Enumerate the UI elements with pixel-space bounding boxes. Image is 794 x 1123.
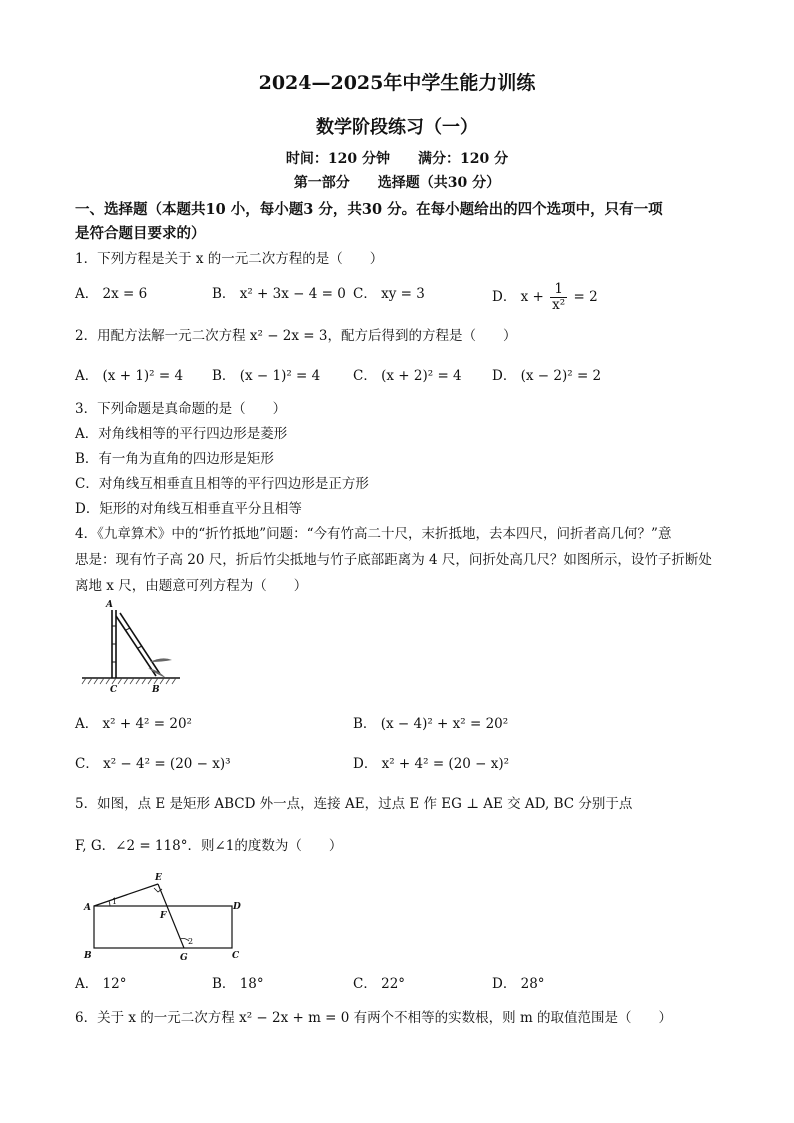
q6-stem: 6．关于 x 的一元二次方程 x² − 2x + m = 0 有两个不相等的实数根，则 m 的取值范围是（ ）: [75, 1010, 673, 1026]
q2-option-b: B． (x − 1)² = 4: [212, 368, 321, 384]
q5-line1: 5．如图，点 E 是矩形 ABCD 外一点，连接 AE，过点 E 作 EG ⊥ AE 交 AD, BC 分别于点: [75, 796, 633, 812]
q3-option-b: B．有一角为直角的四边形是矩形: [75, 451, 274, 467]
exam-subtitle: 数学阶段练习（一）: [316, 117, 478, 138]
q4-line3: 离地 x 尺，由题意可列方程为（ ）: [75, 578, 308, 594]
rect-label-a: A: [84, 903, 91, 913]
exam-meta: 时间：120 分钟 满分：120 分: [285, 151, 509, 167]
q4-option-c: C． x² − 4² = (20 − x)³: [75, 756, 231, 772]
q4-option-a: A． x² + 4² = 20²: [75, 716, 192, 732]
rectangle-figure: [80, 866, 250, 962]
q1-option-d-suffix: = 2: [573, 289, 598, 305]
angle-2-label: 2: [188, 937, 194, 946]
bamboo-figure: [80, 596, 190, 694]
q1-option-d: [492, 282, 598, 313]
segment-ae: [94, 884, 158, 906]
q2-option-a: A． (x + 1)² = 4: [75, 368, 184, 384]
rect-label-g: G: [180, 953, 188, 962]
part-heading: 第一部分 选择题（共30 分）: [293, 175, 501, 191]
q1-option-b: B． x² + 3x − 4 = 0: [212, 286, 346, 302]
q4-option-d: D． x² + 4² = (20 − x)²: [353, 756, 510, 772]
q3-option-a: A．对角线相等的平行四边形是菱形: [75, 426, 288, 442]
q1-fraction-denominator: x²: [552, 297, 566, 313]
q1-option-d-prefix: D． x +: [492, 289, 544, 305]
q4-option-b: B． (x − 4)² + x² = 20²: [353, 716, 509, 732]
bamboo-label-c: C: [110, 685, 118, 694]
ground-hatching: [82, 678, 176, 684]
rect-label-b: B: [84, 951, 92, 961]
q2-option-d: D． (x − 2)² = 2: [492, 368, 602, 384]
q1-fraction: [550, 282, 567, 313]
q1-fraction-numerator: 1: [550, 282, 567, 298]
bamboo-label-a: A: [106, 600, 113, 610]
q3-stem: 3．下列命题是真命题的是（ ）: [75, 401, 287, 417]
q5-option-b: B． 18°: [212, 976, 264, 992]
bamboo-broken-left: [116, 616, 156, 676]
q1-option-a: A． 2x = 6: [75, 286, 148, 302]
q2-option-c: C． (x + 2)² = 4: [353, 368, 462, 384]
exam-title: 2024—2025年中学生能力训练: [258, 72, 536, 94]
bamboo-leaf-1: [150, 658, 172, 662]
q2-stem: 2．用配方法解一元二次方程 x² − 2x = 3，配方后得到的方程是（ ）: [75, 328, 517, 344]
q1-stem: 1．下列方程是关于 x 的一元二次方程的是（ ）: [75, 251, 384, 267]
q4-line1: 4．《九章算术》中的“折竹抵地”问题：“今有竹高二十尺，末折抵地，去本四尺，问折者高几何？”意: [75, 526, 672, 542]
q1-option-c: C． xy = 3: [353, 286, 425, 302]
q3-option-d: D．矩形的对角线互相垂直平分且相等: [75, 501, 302, 517]
rect-label-f: F: [160, 911, 167, 921]
q5-option-a: A． 12°: [75, 976, 127, 992]
angle-1-label: 1: [112, 897, 118, 906]
bamboo-label-b: B: [152, 685, 160, 694]
section-heading-line1: 一、选择题（本题共10 小，每小题3 分，共30 分。在每小题给出的四个选项中，只有一项: [75, 201, 663, 218]
q4-line2: 思是：现有竹子高 20 尺，折后竹尖抵地与竹子底部距离为 4 尺，问折处高几尺？如图所示，设竹子折断处: [75, 552, 712, 568]
q5-option-c: C． 22°: [353, 976, 406, 992]
rect-label-e: E: [155, 873, 162, 883]
q3-option-c: C．对角线互相垂直且相等的平行四边形是正方形: [75, 476, 369, 492]
q5-line2: F, G．∠2 = 118°．则∠1的度数为（ ）: [75, 838, 343, 854]
angle-1-arc: [109, 901, 110, 906]
rect-label-d: D: [233, 902, 241, 912]
bamboo-broken-nodes: [126, 628, 142, 648]
q5-option-d: D． 28°: [492, 976, 545, 992]
bamboo-broken-right: [120, 613, 160, 674]
rect-label-c: C: [232, 951, 240, 961]
section-heading-line2: 是符合题目要求的）: [75, 225, 206, 242]
